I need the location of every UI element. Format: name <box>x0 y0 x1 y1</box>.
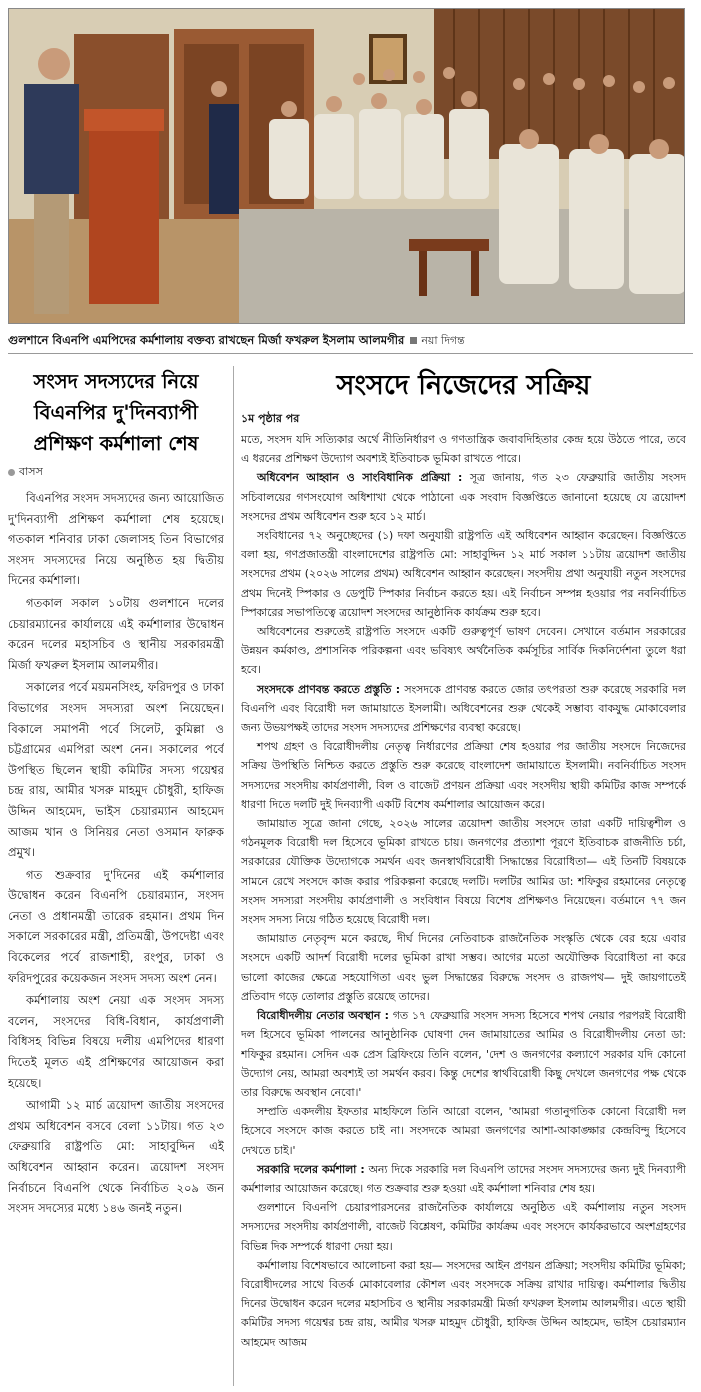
left-headline-line-1: সংসদ সদস্যদের নিয়ে <box>33 370 199 393</box>
bullet-icon <box>8 469 15 476</box>
right-paragraph <box>241 1006 686 1102</box>
continued-label: ১ম পৃষ্ঠার পর <box>241 412 300 425</box>
left-paragraph: গত শুক্রবার দু'দিনের এই কর্মশালার উদ্বোধন করেন বিএনপি চেয়ারম্যান, সংসদ নেতা ও প্রধানমন্ত্রী তারেক রহমান। প্রথম দিন সকালে সরকারের মন্ত্রী, প্রতিমন্ত্রী, উপদেষ্টা এবং বিকেলের পর্বে রাজশাহী, রংপুর, ঢাকা ও ফরিদপুরের কয়েকজন সংসদ সদস্য অংশ নেন। <box>8 867 224 985</box>
left-paragraph: কর্মশালায় অংশ নেয়া এক সংসদ সদস্য বলেন, সংসদের বিধি-বিধান, কার্যপ্রণালী বিধিসহ বিভিন্ন বিষয়ে দলীয় এমপিদের ধারণা দিতেই মূলত এই প্রশিক্ষণের আয়োজন করা হয়েছে। <box>8 993 224 1090</box>
left-paragraph: আগামী ১২ মার্চ ত্রয়োদশ জাতীয় সংসদের প্রথম অধিবেশন বসবে বেলা ১১টায়। গত ২৩ ফেব্রুয়ারি রাষ্ট্রপতি মো: সাহাবুদ্দিন এই অধিবেশন আহ্বান করেন। ত্রয়োদশ সংসদ নির্বাচনে বিএনপি থেকে নির্বাচিত ২০৯ জন সংসদ সদস্যের মধ্যে ১৪৬ জনই নতুন। <box>8 1098 224 1216</box>
right-paragraph: অধিবেশনের শুরুতেই রাষ্ট্রপতি সংসদে একটি গুরুত্বপূর্ণ ভাষণ দেবেন। সেখানে বর্তমান সরকারের উন্নয়ন কর্মকাণ্ড, প্রশাসনিক পরিকল্পনা এবং ভবিষ্যৎ অর্থনৈতিক কর্মসূচির সার্বিক দিকনির্দেশনা তুলে ধরা হবে। <box>241 625 686 677</box>
byline <box>8 463 224 482</box>
right-paragraph: গুলশানে বিএনপি চেয়ারপারসনের রাজনৈতিক কার্যালয়ে অনুষ্ঠিত এই কর্মশালায় নতুন সংসদ সদস্যদের সংসদীয় কার্যপ্রণালী, বাজেট বিশ্লেষণ, কমিটির কার্যক্রম এবং সংসদে কার্যকরভাবে অংশগ্রহণের বিভিন্ন দিক সম্পর্কে ধারণা দেয়া হয়। <box>241 1201 686 1253</box>
divider <box>8 353 693 354</box>
subhead: সংসদকে প্রাণবন্ত করতে প্রস্তুতি : <box>257 682 401 696</box>
right-paragraph: কর্মশালায় বিশেষভাবে আলোচনা করা হয়— সংসদের আইন প্রণয়ন প্রক্রিয়া; সংসদীয় কমিটির ভূমিকা; বিরোধীদলের সাথে বিতর্ক মোকাবেলার কৌশল এবং সংসদকে সক্রিয় রাখার দায়িত্ব। কর্মশালার দ্বিতীয় দিনের উদ্বোধন করেন দলের মহাসচিব ও স্থানীয় সরকারমন্ত্রী মির্জা ফখরুল ইসলাম আলমগীর। এতে স্থায়ী কমিটির সদস্য গয়েশ্বর চন্দ্র রায়, আমীর খসরু মাহমুদ চৌধুরী, হাফিজ উদ্দিন আহমেদ, ভাইস চেয়ারম্যান আহমেদ আজম <box>241 1258 686 1349</box>
right-paragraph: সংবিধানের ৭২ অনুচ্ছেদের (১) দফা অনুযায়ী রাষ্ট্রপতি এই অধিবেশন আহ্বান করেছেন। বিজ্ঞপ্তিতে বলা হয়, গণপ্রজাতন্ত্রী বাংলাদেশের রাষ্ট্রপতি মো: সাহাবুদ্দিন ১২ মার্চ সকাল ১১টায় ত্রয়োদশ জাতীয় সংসদের প্রথম (২০২৬ সালের প্রথম) অধিবেশন আহ্বান করেছেন। সংসদীয় প্রথা অনুযায়ী নতুন সংসদের প্রথম দিনেই স্পিকার ও ডেপুটি স্পিকার নির্বাচন করতে হয়। এই নির্বাচন সম্পন্ন হওয়ার পর নবনির্বাচিত স্পিকারের সভাপতিত্বে ত্রয়োদশ সংসদের আনুষ্ঠানিক কার্যক্রম শুরু হবে। <box>241 529 686 619</box>
right-paragraph <box>241 680 686 738</box>
right-paragraph: জামায়াত সূত্রে জানা গেছে, ২০২৬ সালের ত্রয়োদশ জাতীয় সংসদে তারা একটি দায়িত্বশীল ও গঠনমূলক বিরোধী দল হিসেবে ভূমিকা রাখতে চায়। জনগণের প্রত্যাশা পূরণে ইতিবাচক রাজনীতি চর্চা, সরকারের যৌক্তিক উদ্যোগকে সমর্থন এবং জনস্বার্থবিরোধী সিদ্ধান্তের বিরোধিতা— এই তিনটি বিষয়কে সামনে রেখে সংসদে কাজ করার পরিকল্পনা করেছে দলটি। দলটির আমির ডা: শফিকুর রহমানের নেতৃত্বে সংসদ সদস্যরা সংসদীয় কার্যপ্রণালী ও সংবিধান বিষয়ে বিশেষ প্রশিক্ষণও নিয়েছেন। বর্তমানে ৭৭ জন সংসদ সদস্য নিয়ে গঠিত হয়েছে বিরোধী দল। <box>241 817 686 927</box>
left-paragraph: সকালের পর্বে ময়মনসিংহ, ফরিদপুর ও ঢাকা বিভাগের সংসদ সদস্যরা অংশ নিয়েছেন। বিকালে সমাপনী পর্বে সিলেট, কুমিল্লা ও চট্টগ্রামের এমপিরা অংশ নেন। সকালের পর্বে উপস্থিত ছিলেন স্থায়ী কমিটির সদস্য গয়েশ্বর চন্দ্র রায়, আমীর খসরু মাহমুদ চৌধুরী, হাফিজ উদ্দিন আহমেদ, ভাইস চেয়ারম্যান আহমেদ আজম খান ও সিনিয়র নেতা ওসমান ফারুক প্রমুখ। <box>8 680 224 860</box>
left-paragraph: বিএনপির সংসদ সদস্যদের জন্য আয়োজিত দু'দিনব্যাপী প্রশিক্ষণ কর্মশালা শেষ হয়েছে। গতকাল শনিবার ঢাকা জেলাসহ তিন বিভাগের সংসদ সদস্যদের নিয়ে অনুষ্ঠিত হয় দ্বিতীয় দিনের কর্মশালা। <box>8 491 224 588</box>
byline-text: বাসস <box>19 465 43 478</box>
subhead: সরকারি দলের কর্মশালা : <box>257 1162 365 1176</box>
left-story <box>8 366 224 1386</box>
subhead: বিরোধীদলীয় নেতার অবস্থান : <box>257 1009 389 1023</box>
left-headline-line-2: বিএনপির দু'দিনব্যাপী <box>34 401 198 424</box>
right-paragraph: শপথ গ্রহণ ও বিরোধীদলীয় নেতৃত্ব নির্ধারণের প্রক্রিয়া শেষ হওয়ার পর জাতীয় সংসদে নিজেদের সক্রিয় উপস্থিতি নিশ্চিত করতে প্রস্তুতি শুরু করেছে বাংলাদেশ জামায়াতে ইসলামী। নবনির্বাচিত সংসদ সদস্যদের সংসদীয় কার্যপ্রণালী, বিল ও বাজেট প্রণয়ন প্রক্রিয়া এবং সংসদীয় স্থায়ী কমিটির কাজ সম্পর্কে ধারণা দিতে দলটি দুই দিনব্যাপী একটি বিশেষ কর্মশালার আয়োজন করে। <box>241 740 686 811</box>
right-story <box>241 366 686 1386</box>
right-paragraph: মতে, সংসদ যদি সত্যিকার অর্থে নীতিনির্ধারণ ও গণতান্ত্রিক জবাবদিহিতার কেন্দ্র হয়ে উঠতে পারে, তবে এ ধরনের প্রশিক্ষণ উদ্যোগ অবশ্যই ইতিবাচক ভূমিকা রাখতে পারে। <box>241 433 686 466</box>
square-bullet-icon <box>410 337 417 344</box>
right-paragraph-text: সংসদকে প্রাণবন্ত করতে জোর তৎপরতা শুরু করেছে সরকারি দল বিএনপি এবং বিরোধী দল জামায়াতে ইসলামী। অধিবেশনের শুরু থেকেই সম্ভাব্য বাকযুদ্ধ মোকাবেলার জন্য উভয়পক্ষই তাদের সংসদ সদস্যদের প্রশিক্ষণের ব্যবস্থা করেছে। <box>241 682 686 735</box>
right-paragraph-text: সূত্র জানায়, গত ২৩ ফেব্রুয়ারি জাতীয় সংসদ সচিবালয়ের গণসংযোগ অধিশাখা থেকে পাঠানো এক সংবাদ বিজ্ঞপ্তিতে জানানো হয়েছে যে ত্রয়োদশ সংসদের প্রথম অধিবেশন শুরু হবে ১২ মার্চ। <box>241 471 686 523</box>
right-headline: সংসদে নিজেদের সক্রিয় <box>336 370 591 401</box>
right-paragraph <box>241 468 686 526</box>
right-paragraph: সম্প্রতি একদলীয় ইফতার মাহফিলে তিনি আরো বলেন, 'আমরা গতানুগতিক কোনো বিরোধী দল হিসেবে সংসদে কাজ করতে চাই না। সংসদকে আমরা জনগণের আশা-আকাঙ্ক্ষার কেন্দ্রবিন্দু হিসেবে দেখতে চাই।' <box>241 1105 686 1157</box>
left-headline <box>8 366 224 459</box>
subhead: অধিবেশন আহ্বান ও সাংবিধানিক প্রক্রিয়া : <box>257 471 463 485</box>
right-paragraph-text: অন্য দিকে সরকারি দল বিএনপি তাদের সংসদ সদস্যদের জন্য দুই দিনব্যাপী কর্মশালার আয়োজন করেছে। গত শুক্রবার শুরু হওয়া এই কর্মশালা শনিবার শেষ হয়। <box>241 1162 686 1195</box>
right-paragraph: জামায়াত নেতৃবৃন্দ মনে করছে, দীর্ঘ দিনের নেতিবাচক রাজনৈতিক সংস্কৃতি থেকে বের হয়ে এবার সংসদে একটি আদর্শ বিরোধী দলের ভূমিকা রাখা সম্ভব। আগের মতো অযৌক্তিক বিরোধিতা না করে ভালো কাজের ক্ষেত্রে সহযোগিতা এবং ভুল সিদ্ধান্তের বিরুদ্ধে সংসদ ও রাজপথ— দুই জায়গাতেই প্রতিবাদ গড়ে তোলার প্রস্তুতি রয়েছে তাদের। <box>241 932 686 1003</box>
right-paragraph <box>241 1160 686 1198</box>
photo-caption <box>8 330 693 350</box>
caption-source: নয়া দিগন্ত <box>421 334 465 347</box>
caption-text: গুলশানে বিএনপি এমপিদের কর্মশালায় বক্তব্য রাখছেন মির্জা ফখরুল ইসলাম আলমগীর <box>8 333 405 347</box>
left-headline-line-3: প্রশিক্ষণ কর্মশালা শেষ <box>33 432 199 455</box>
column-divider <box>233 366 234 1386</box>
right-paragraph-text: গত ১৭ ফেব্রুয়ারি সংসদ সদস্য হিসেবে শপথ নেয়ার পরপরই বিরোধী দল হিসেবে ভূমিকা পালনের আনুষ্ঠানিক ঘোষণা দেন জামায়াতের আমির ও বিরোধীদলীয় নেতা ডা: শফিকুর রহমান। সেদিন এক প্রেস ব্রিফিংয়ে তিনি বলেন, 'দেশ ও জনগণের কল্যাণে সরকার যদি কোনো উদ্যোগ নেয়, আমরা অবশ্যই তা সমর্থন করব। কিন্তু দেশের স্বার্থবিরোধী কিছু দেখলে জনগণের পক্ষ থেকে তার বিরুদ্ধে অবস্থান নেবো।' <box>241 1009 686 1099</box>
photo-conference-icon <box>9 9 685 324</box>
news-photo <box>8 8 685 324</box>
left-paragraph: গতকাল সকাল ১০টায় গুলশানে দলের চেয়ারম্যানের কার্যালয়ে এই কর্মশালার উদ্বোধন করেন দলের মহাসচিব ও স্থানীয় সরকারমন্ত্রী মির্জা ফখরুল ইসলাম আলমগীর। <box>8 595 224 672</box>
